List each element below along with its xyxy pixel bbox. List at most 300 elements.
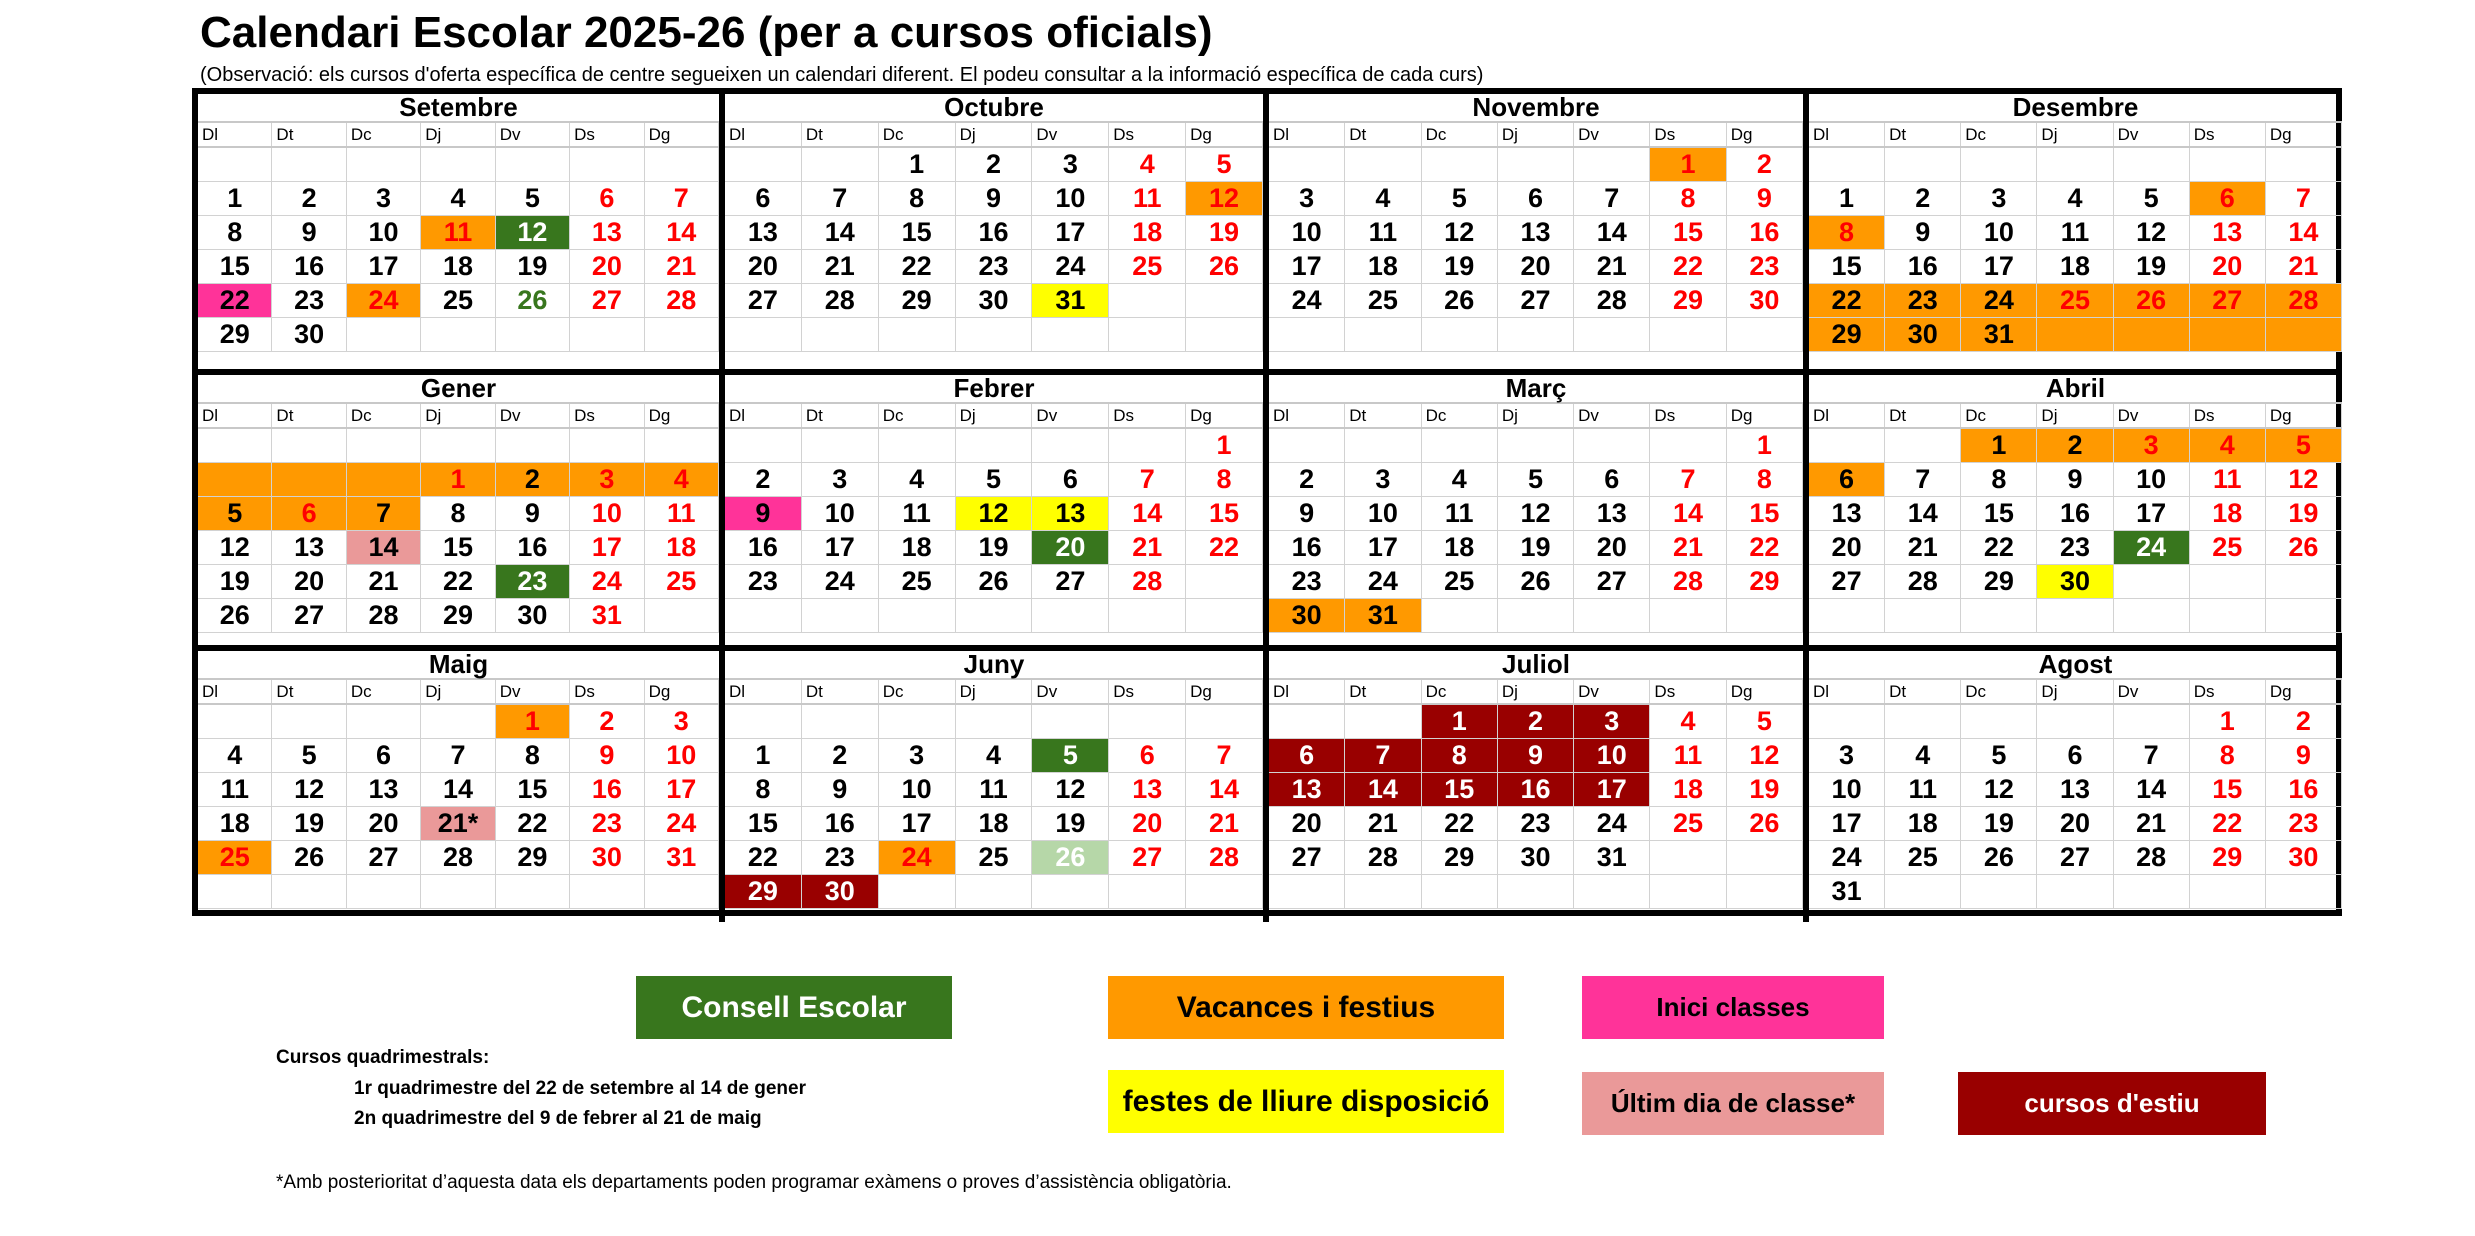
day-cell: 29 bbox=[198, 318, 272, 352]
weekday-label: Dl bbox=[198, 404, 272, 427]
empty-cell bbox=[1109, 318, 1186, 352]
day-cell: 6 bbox=[2037, 739, 2113, 773]
day-cell: 10 bbox=[1032, 182, 1109, 216]
day-cell: 24 bbox=[2114, 531, 2190, 565]
day-cell: 19 bbox=[1727, 773, 1803, 807]
day-cell: 18 bbox=[1885, 807, 1961, 841]
day-cell: 27 bbox=[1498, 284, 1574, 318]
day-cell: 3 bbox=[2114, 429, 2190, 463]
day-cell: 24 bbox=[347, 284, 421, 318]
empty-cell bbox=[1269, 705, 1345, 739]
weekday-label: Dg bbox=[645, 123, 719, 146]
day-cell: 28 bbox=[1885, 565, 1961, 599]
empty-cell bbox=[802, 599, 879, 633]
weekday-header bbox=[1809, 404, 2342, 429]
day-cell: 1 bbox=[1422, 705, 1498, 739]
empty-cell bbox=[1345, 148, 1421, 182]
empty-cell bbox=[1961, 599, 2037, 633]
weekday-label: Ds bbox=[1650, 123, 1726, 146]
empty-cell bbox=[1498, 148, 1574, 182]
day-cell: 6 bbox=[1574, 463, 1650, 497]
day-cell: 12 bbox=[1498, 497, 1574, 531]
day-cell: 20 bbox=[1269, 807, 1345, 841]
day-cell: 26 bbox=[2114, 284, 2190, 318]
day-cell: 20 bbox=[1574, 531, 1650, 565]
weekday-label: Ds bbox=[570, 404, 644, 427]
empty-cell bbox=[645, 875, 719, 909]
day-cell: 31 bbox=[1574, 841, 1650, 875]
day-cell: 13 bbox=[1809, 497, 1885, 531]
empty-cell bbox=[1574, 599, 1650, 633]
day-cell: 30 bbox=[1269, 599, 1345, 633]
day-cell: 15 bbox=[1809, 250, 1885, 284]
empty-cell bbox=[956, 599, 1033, 633]
weekday-label: Ds bbox=[1650, 680, 1726, 703]
day-cell: 25 bbox=[421, 284, 495, 318]
day-cell: 7 bbox=[1109, 463, 1186, 497]
empty-cell bbox=[956, 875, 1033, 909]
day-cell: 1 bbox=[725, 739, 802, 773]
day-cell: 20 bbox=[272, 565, 346, 599]
day-cell: 28 bbox=[421, 841, 495, 875]
month-juny bbox=[719, 645, 1263, 922]
days-grid bbox=[1269, 705, 1803, 909]
empty-cell bbox=[1650, 318, 1726, 352]
day-cell: 31 bbox=[1961, 318, 2037, 352]
weekday-label: Dl bbox=[1269, 680, 1345, 703]
day-cell: 2 bbox=[570, 705, 644, 739]
day-cell: 19 bbox=[198, 565, 272, 599]
weekday-label: Dg bbox=[1727, 404, 1803, 427]
weekday-label: Dc bbox=[347, 680, 421, 703]
weekday-label: Ds bbox=[1109, 404, 1186, 427]
weekday-label: Ds bbox=[2190, 404, 2266, 427]
empty-cell bbox=[1961, 875, 2037, 909]
day-cell: 1 bbox=[1809, 182, 1885, 216]
day-cell: 9 bbox=[1498, 739, 1574, 773]
day-cell: 20 bbox=[2037, 807, 2113, 841]
day-cell: 10 bbox=[1809, 773, 1885, 807]
day-cell: 4 bbox=[1422, 463, 1498, 497]
weekday-label: Dv bbox=[1032, 123, 1109, 146]
day-cell: 20 bbox=[1109, 807, 1186, 841]
empty-cell bbox=[1727, 318, 1803, 352]
day-cell: 9 bbox=[1727, 182, 1803, 216]
empty-cell bbox=[802, 148, 879, 182]
day-cell: 29 bbox=[1961, 565, 2037, 599]
day-cell: 25 bbox=[198, 841, 272, 875]
day-cell: 24 bbox=[1574, 807, 1650, 841]
day-cell: 18 bbox=[2037, 250, 2113, 284]
empty-cell bbox=[645, 429, 719, 463]
day-cell: 15 bbox=[879, 216, 956, 250]
day-cell: 30 bbox=[1727, 284, 1803, 318]
day-cell: 18 bbox=[645, 531, 719, 565]
day-cell: 11 bbox=[1422, 497, 1498, 531]
day-cell: 5 bbox=[2266, 429, 2342, 463]
empty-cell bbox=[1961, 705, 2037, 739]
day-cell: 5 bbox=[1422, 182, 1498, 216]
day-cell: 10 bbox=[347, 216, 421, 250]
day-cell: 9 bbox=[956, 182, 1033, 216]
day-cell: 26 bbox=[496, 284, 570, 318]
weekday-label: Ds bbox=[1109, 123, 1186, 146]
day-cell: 28 bbox=[645, 284, 719, 318]
day-cell: 8 bbox=[1809, 216, 1885, 250]
day-cell: 21 bbox=[1109, 531, 1186, 565]
weekday-label: Dv bbox=[1574, 404, 1650, 427]
day-cell: 29 bbox=[2190, 841, 2266, 875]
day-cell: 18 bbox=[1109, 216, 1186, 250]
legend-ultim-dia-classe: Últim dia de classe* bbox=[1582, 1072, 1884, 1135]
legend-vacances-festius: Vacances i festius bbox=[1108, 976, 1504, 1039]
weekday-header bbox=[198, 680, 719, 705]
day-cell: 17 bbox=[645, 773, 719, 807]
empty-cell bbox=[1809, 429, 1885, 463]
weekday-label: Dj bbox=[2037, 680, 2113, 703]
day-cell: 29 bbox=[1809, 318, 1885, 352]
month-setembre bbox=[198, 94, 719, 369]
day-cell: 23 bbox=[2266, 807, 2342, 841]
empty-cell bbox=[1186, 318, 1263, 352]
day-cell: 26 bbox=[1961, 841, 2037, 875]
weekday-label: Dj bbox=[956, 404, 1033, 427]
day-cell: 13 bbox=[1269, 773, 1345, 807]
day-cell: 20 bbox=[1498, 250, 1574, 284]
empty-cell bbox=[421, 705, 495, 739]
day-cell: 8 bbox=[1422, 739, 1498, 773]
empty-cell bbox=[1032, 705, 1109, 739]
weekday-label: Dt bbox=[1885, 680, 1961, 703]
day-cell: 26 bbox=[1032, 841, 1109, 875]
empty-cell bbox=[1422, 318, 1498, 352]
weekday-label: Dl bbox=[1269, 404, 1345, 427]
day-cell: 16 bbox=[956, 216, 1033, 250]
empty-cell bbox=[1269, 875, 1345, 909]
day-cell: 2 bbox=[272, 182, 346, 216]
empty-cell bbox=[1269, 318, 1345, 352]
empty-cell bbox=[2114, 565, 2190, 599]
day-cell: 29 bbox=[421, 599, 495, 633]
day-cell: 10 bbox=[1574, 739, 1650, 773]
day-cell: 2 bbox=[956, 148, 1033, 182]
empty-cell bbox=[1650, 875, 1726, 909]
day-cell: 9 bbox=[725, 497, 802, 531]
weekday-label: Dj bbox=[421, 680, 495, 703]
day-cell: 29 bbox=[1727, 565, 1803, 599]
weekday-header bbox=[1269, 680, 1803, 705]
day-cell: 1 bbox=[198, 182, 272, 216]
empty-cell bbox=[272, 705, 346, 739]
empty-cell bbox=[347, 875, 421, 909]
day-cell: 19 bbox=[1961, 807, 2037, 841]
empty-cell bbox=[1269, 429, 1345, 463]
weekday-label: Dg bbox=[2266, 123, 2342, 146]
day-cell: 22 bbox=[421, 565, 495, 599]
day-cell: 23 bbox=[570, 807, 644, 841]
day-cell: 6 bbox=[347, 739, 421, 773]
day-cell: 19 bbox=[2114, 250, 2190, 284]
day-cell: 29 bbox=[1650, 284, 1726, 318]
day-cell: 28 bbox=[1650, 565, 1726, 599]
day-cell: 14 bbox=[2266, 216, 2342, 250]
weekday-label: Dv bbox=[1574, 123, 1650, 146]
day-cell: 28 bbox=[1574, 284, 1650, 318]
empty-cell bbox=[2266, 599, 2342, 633]
day-cell: 7 bbox=[421, 739, 495, 773]
empty-cell bbox=[272, 148, 346, 182]
day-cell: 27 bbox=[1809, 565, 1885, 599]
day-cell: 23 bbox=[1727, 250, 1803, 284]
empty-cell bbox=[879, 429, 956, 463]
empty-cell bbox=[879, 875, 956, 909]
weekday-label: Dc bbox=[347, 404, 421, 427]
day-cell: 4 bbox=[421, 182, 495, 216]
day-cell: 3 bbox=[570, 463, 644, 497]
day-cell: 1 bbox=[1650, 148, 1726, 182]
day-cell: 8 bbox=[421, 497, 495, 531]
day-cell: 30 bbox=[1885, 318, 1961, 352]
day-cell: 9 bbox=[1269, 497, 1345, 531]
day-cell: 27 bbox=[725, 284, 802, 318]
weekday-header bbox=[198, 404, 719, 429]
empty-cell bbox=[2266, 318, 2342, 352]
day-cell: 15 bbox=[1186, 497, 1263, 531]
day-cell: 2 bbox=[725, 463, 802, 497]
day-cell: 4 bbox=[1109, 148, 1186, 182]
day-cell: 18 bbox=[421, 250, 495, 284]
empty-cell bbox=[347, 429, 421, 463]
days-grid bbox=[1809, 148, 2342, 352]
empty-cell bbox=[198, 463, 272, 497]
day-cell: 17 bbox=[802, 531, 879, 565]
day-cell: 17 bbox=[1809, 807, 1885, 841]
weekday-label: Dv bbox=[2114, 123, 2190, 146]
weekday-label: Dl bbox=[725, 123, 802, 146]
empty-cell bbox=[1032, 429, 1109, 463]
empty-cell bbox=[2190, 875, 2266, 909]
day-cell: 8 bbox=[1961, 463, 2037, 497]
day-cell: 13 bbox=[725, 216, 802, 250]
days-grid bbox=[198, 429, 719, 633]
weekday-label: Dv bbox=[1574, 680, 1650, 703]
calendar-grid bbox=[192, 88, 2342, 916]
day-cell: 12 bbox=[1186, 182, 1263, 216]
day-cell: 17 bbox=[570, 531, 644, 565]
day-cell: 1 bbox=[2190, 705, 2266, 739]
empty-cell bbox=[956, 429, 1033, 463]
empty-cell bbox=[802, 429, 879, 463]
days-grid bbox=[1269, 429, 1803, 633]
empty-cell bbox=[1809, 148, 1885, 182]
day-cell: 16 bbox=[1885, 250, 1961, 284]
day-cell: 12 bbox=[956, 497, 1033, 531]
empty-cell bbox=[1109, 705, 1186, 739]
day-cell: 4 bbox=[1345, 182, 1421, 216]
empty-cell bbox=[1422, 599, 1498, 633]
weekday-label: Ds bbox=[1650, 404, 1726, 427]
day-cell: 12 bbox=[1961, 773, 2037, 807]
weekday-label: Dj bbox=[956, 680, 1033, 703]
day-cell: 14 bbox=[1345, 773, 1421, 807]
month-name: Setembre bbox=[198, 94, 719, 123]
weekday-label: Dl bbox=[1809, 404, 1885, 427]
month-name: Novembre bbox=[1269, 94, 1803, 123]
day-cell: 10 bbox=[1269, 216, 1345, 250]
day-cell: 9 bbox=[570, 739, 644, 773]
empty-cell bbox=[1345, 705, 1421, 739]
day-cell: 29 bbox=[1422, 841, 1498, 875]
day-cell: 4 bbox=[879, 463, 956, 497]
empty-cell bbox=[570, 148, 644, 182]
day-cell: 22 bbox=[1809, 284, 1885, 318]
day-cell: 4 bbox=[1885, 739, 1961, 773]
empty-cell bbox=[1650, 429, 1726, 463]
day-cell: 27 bbox=[1574, 565, 1650, 599]
day-cell: 11 bbox=[956, 773, 1033, 807]
day-cell: 22 bbox=[1422, 807, 1498, 841]
days-grid bbox=[725, 148, 1263, 352]
day-cell: 17 bbox=[2114, 497, 2190, 531]
day-cell: 12 bbox=[496, 216, 570, 250]
day-cell: 30 bbox=[496, 599, 570, 633]
day-cell: 7 bbox=[1186, 739, 1263, 773]
day-cell: 15 bbox=[725, 807, 802, 841]
day-cell: 13 bbox=[1032, 497, 1109, 531]
day-cell: 14 bbox=[1650, 497, 1726, 531]
empty-cell bbox=[347, 318, 421, 352]
day-cell: 18 bbox=[956, 807, 1033, 841]
weekday-label: Dt bbox=[1345, 404, 1421, 427]
empty-cell bbox=[347, 148, 421, 182]
empty-cell bbox=[2114, 875, 2190, 909]
day-cell: 23 bbox=[1498, 807, 1574, 841]
day-cell: 7 bbox=[2266, 182, 2342, 216]
empty-cell bbox=[272, 463, 346, 497]
day-cell: 16 bbox=[570, 773, 644, 807]
day-cell: 21* bbox=[421, 807, 495, 841]
day-cell: 13 bbox=[2037, 773, 2113, 807]
day-cell: 27 bbox=[347, 841, 421, 875]
day-cell: 5 bbox=[956, 463, 1033, 497]
days-grid bbox=[1809, 705, 2342, 909]
month-febrer bbox=[719, 369, 1263, 645]
day-cell: 17 bbox=[879, 807, 956, 841]
empty-cell bbox=[1727, 599, 1803, 633]
day-cell: 3 bbox=[1961, 182, 2037, 216]
day-cell: 13 bbox=[570, 216, 644, 250]
day-cell: 30 bbox=[802, 875, 879, 909]
weekday-label: Dc bbox=[879, 680, 956, 703]
month-name: Juny bbox=[725, 651, 1263, 680]
day-cell: 16 bbox=[1269, 531, 1345, 565]
weekday-label: Dc bbox=[1961, 404, 2037, 427]
month-name: Febrer bbox=[725, 375, 1263, 404]
day-cell: 23 bbox=[272, 284, 346, 318]
day-cell: 18 bbox=[1650, 773, 1726, 807]
day-cell: 1 bbox=[496, 705, 570, 739]
empty-cell bbox=[1109, 284, 1186, 318]
day-cell: 22 bbox=[198, 284, 272, 318]
day-cell: 7 bbox=[2114, 739, 2190, 773]
day-cell: 22 bbox=[1186, 531, 1263, 565]
empty-cell bbox=[1498, 875, 1574, 909]
day-cell: 11 bbox=[2037, 216, 2113, 250]
day-cell: 20 bbox=[347, 807, 421, 841]
day-cell: 27 bbox=[2037, 841, 2113, 875]
month-name: Desembre bbox=[1809, 94, 2342, 123]
day-cell: 30 bbox=[272, 318, 346, 352]
weekday-label: Dt bbox=[272, 680, 346, 703]
empty-cell bbox=[879, 599, 956, 633]
weekday-label: Ds bbox=[2190, 680, 2266, 703]
day-cell: 13 bbox=[1574, 497, 1650, 531]
day-cell: 26 bbox=[1422, 284, 1498, 318]
empty-cell bbox=[1186, 599, 1263, 633]
day-cell: 20 bbox=[570, 250, 644, 284]
empty-cell bbox=[272, 429, 346, 463]
weekday-label: Dv bbox=[2114, 680, 2190, 703]
day-cell: 12 bbox=[198, 531, 272, 565]
day-cell: 15 bbox=[1422, 773, 1498, 807]
day-cell: 24 bbox=[879, 841, 956, 875]
day-cell: 20 bbox=[2190, 250, 2266, 284]
day-cell: 24 bbox=[1269, 284, 1345, 318]
weekday-label: Dg bbox=[645, 404, 719, 427]
day-cell: 30 bbox=[570, 841, 644, 875]
day-cell: 15 bbox=[1961, 497, 2037, 531]
day-cell: 4 bbox=[956, 739, 1033, 773]
empty-cell bbox=[198, 148, 272, 182]
day-cell: 18 bbox=[2190, 497, 2266, 531]
empty-cell bbox=[272, 875, 346, 909]
day-cell: 19 bbox=[1422, 250, 1498, 284]
empty-cell bbox=[2114, 148, 2190, 182]
day-cell: 21 bbox=[347, 565, 421, 599]
empty-cell bbox=[2190, 599, 2266, 633]
day-cell: 12 bbox=[272, 773, 346, 807]
page-title: Calendari Escolar 2025-26 (per a cursos oficials) bbox=[200, 8, 1213, 57]
day-cell: 31 bbox=[1809, 875, 1885, 909]
weekday-label: Dv bbox=[2114, 404, 2190, 427]
day-cell: 27 bbox=[2190, 284, 2266, 318]
days-grid bbox=[725, 705, 1263, 909]
empty-cell bbox=[879, 318, 956, 352]
empty-cell bbox=[725, 705, 802, 739]
empty-cell bbox=[496, 148, 570, 182]
day-cell: 25 bbox=[1650, 807, 1726, 841]
day-cell: 9 bbox=[2037, 463, 2113, 497]
day-cell: 24 bbox=[1032, 250, 1109, 284]
day-cell: 16 bbox=[725, 531, 802, 565]
weekday-label: Dg bbox=[1186, 680, 1263, 703]
day-cell: 26 bbox=[1727, 807, 1803, 841]
empty-cell bbox=[1885, 875, 1961, 909]
day-cell: 8 bbox=[198, 216, 272, 250]
weekday-label: Dt bbox=[1885, 123, 1961, 146]
day-cell: 12 bbox=[1422, 216, 1498, 250]
empty-cell bbox=[1885, 148, 1961, 182]
legend-inici-classes: Inici classes bbox=[1582, 976, 1884, 1039]
weekday-header bbox=[725, 680, 1263, 705]
month-maig bbox=[198, 645, 719, 922]
day-cell: 14 bbox=[1186, 773, 1263, 807]
day-cell: 16 bbox=[272, 250, 346, 284]
weekday-label: Ds bbox=[1109, 680, 1186, 703]
day-cell: 14 bbox=[1109, 497, 1186, 531]
empty-cell bbox=[645, 318, 719, 352]
day-cell: 28 bbox=[802, 284, 879, 318]
